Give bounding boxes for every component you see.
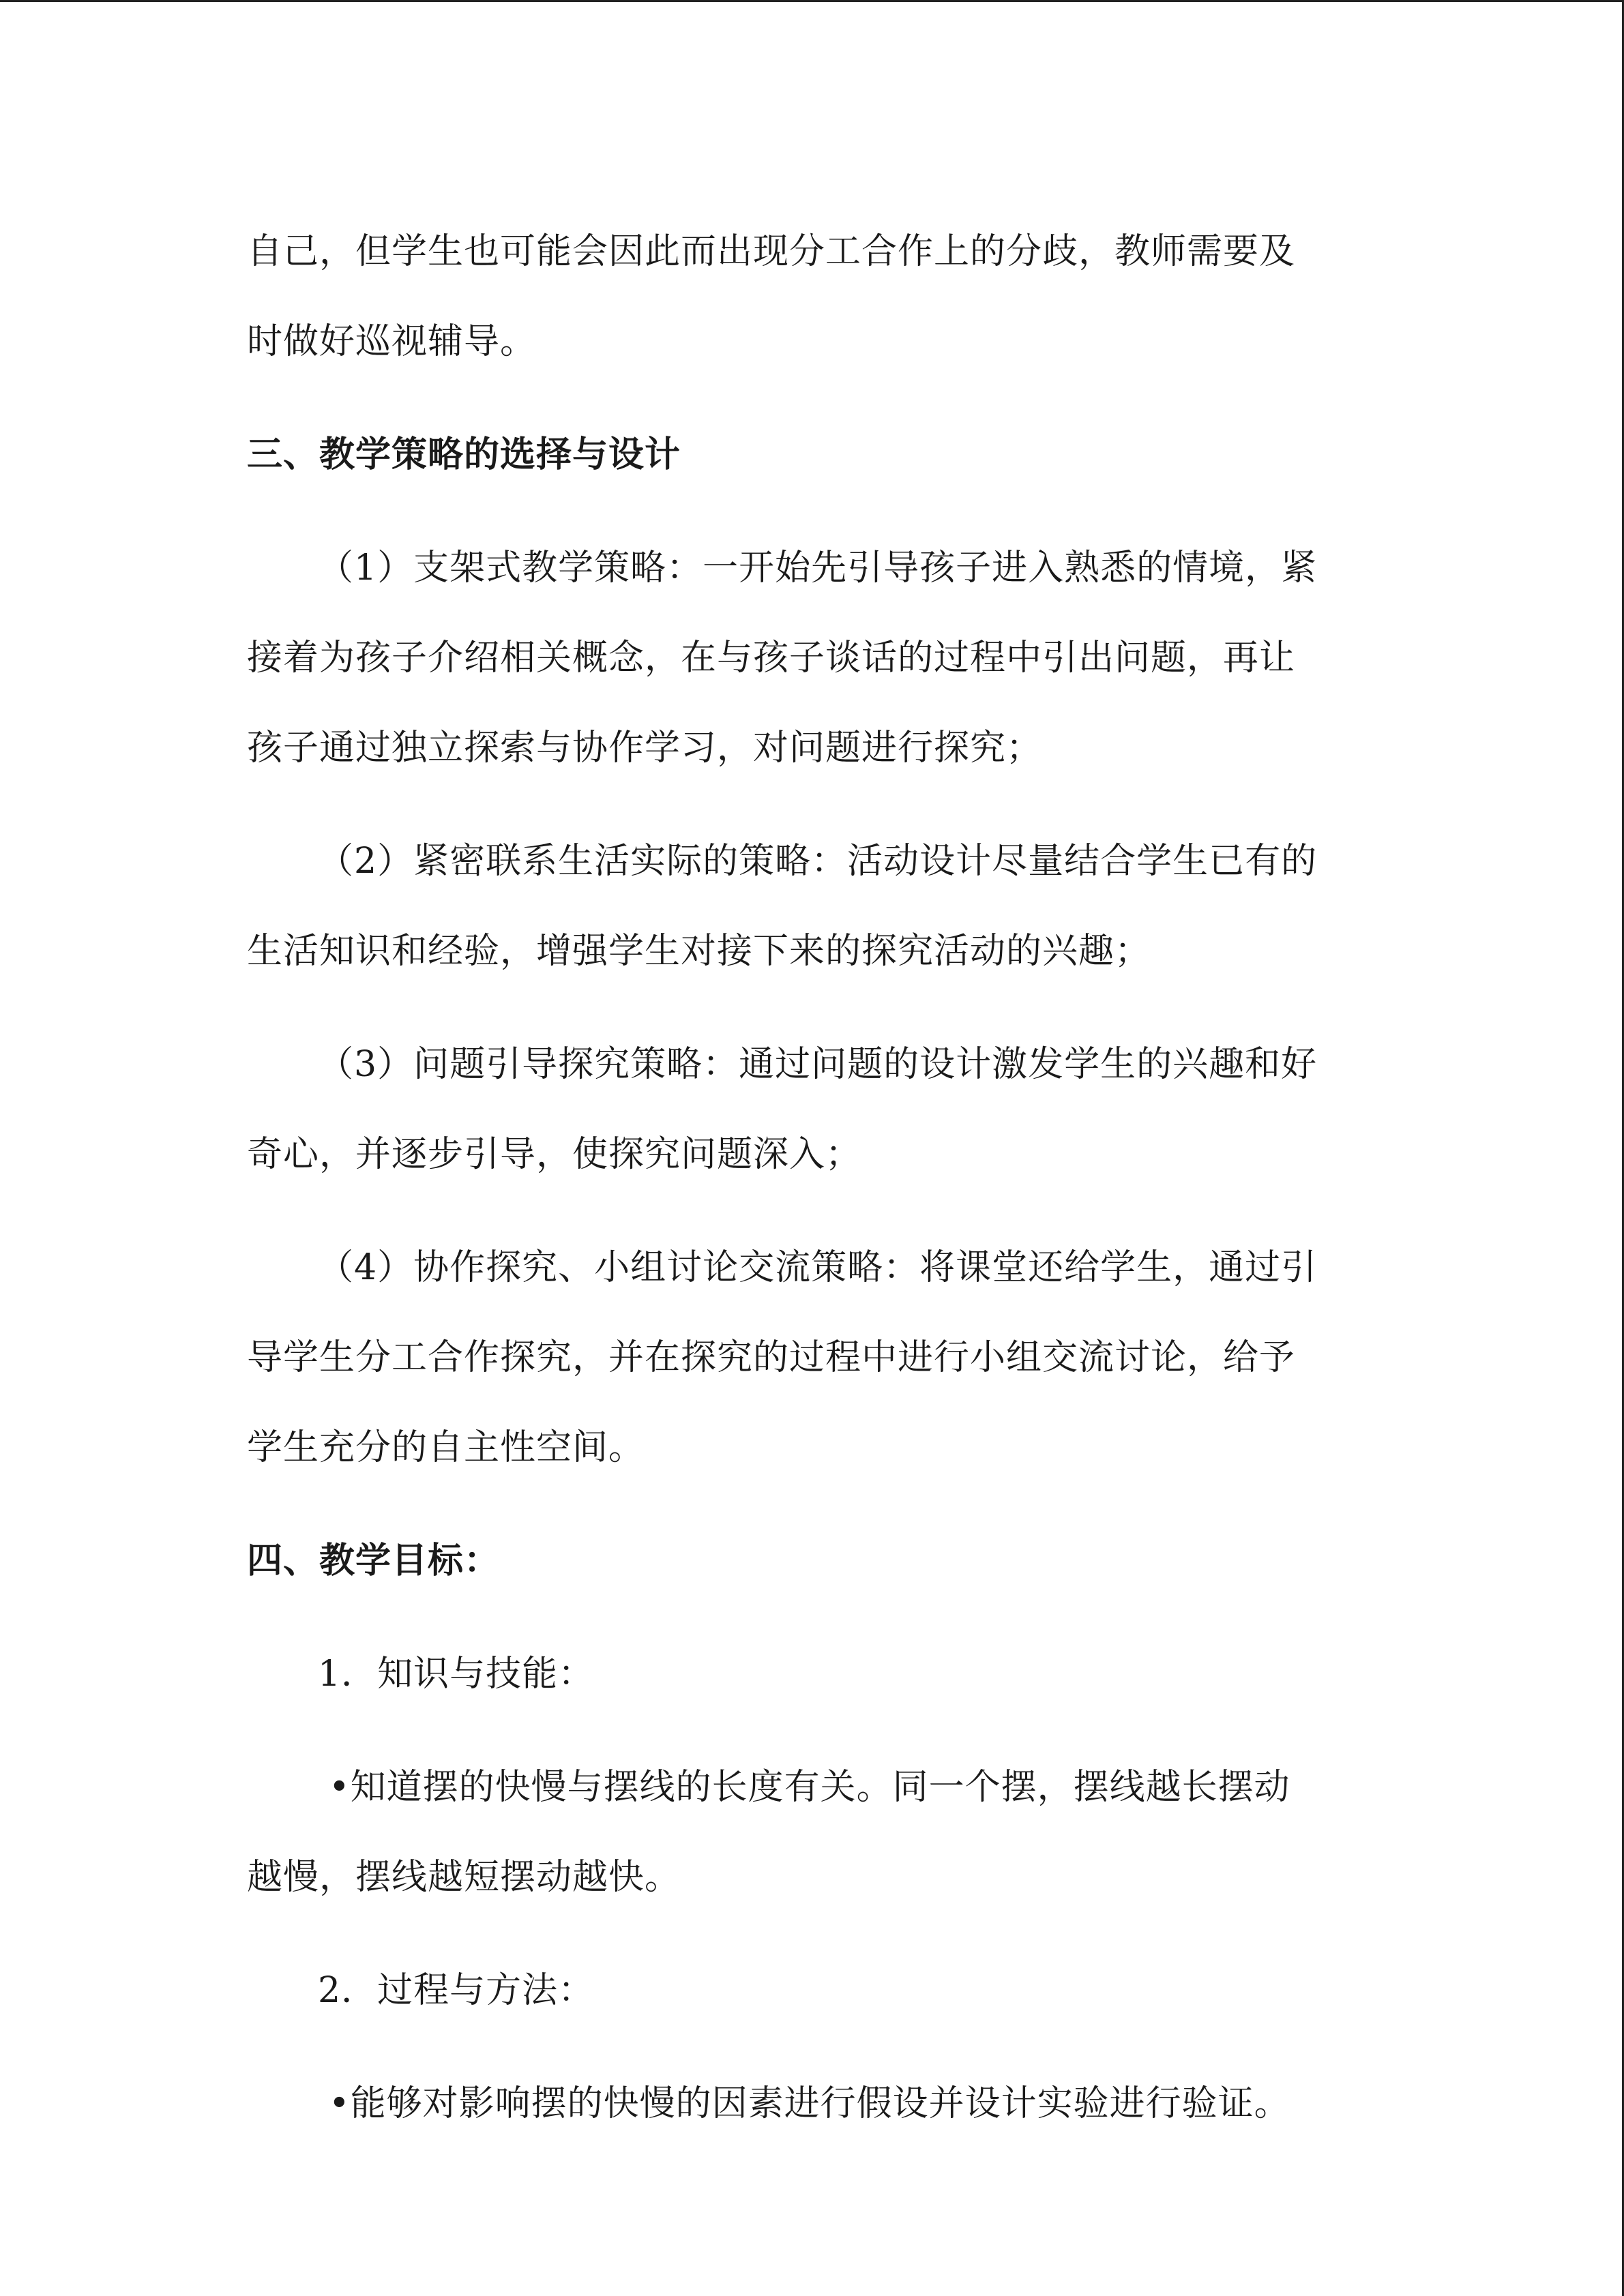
text-line: 奇心，并逐步引导，使探究问题深入；: [247, 1134, 862, 1175]
section-heading-3: [247, 410, 1353, 500]
goal-1-bullet: [247, 1742, 1353, 1922]
text-line: （3）问题引导探究策略：通过问题的设计激发学生的兴趣和好: [318, 1044, 1318, 1085]
text-line: 越慢，摆线越短摆动越快。: [247, 1857, 681, 1898]
text-line: 接着为孩子介绍相关概念，在与孩子谈话的过程中引出问题，再让: [247, 638, 1296, 679]
subheading-text: 1．知识与技能：: [318, 1654, 595, 1695]
text-line: （4）协作探究、小组讨论交流策略：将课堂还给学生，通过引: [318, 1247, 1318, 1288]
heading-text: 三、教学策略的选择与设计: [247, 434, 681, 475]
text-line: 时做好巡视辅导。: [247, 321, 537, 362]
bullet-line: •知道摆的快慢与摆线的长度有关。同一个摆，摆线越长摆动: [329, 1767, 1290, 1808]
strategy-3: [247, 1019, 1353, 1199]
text-line: （2）紧密联系生活实际的策略：活动设计尽量结合学生已有的: [318, 841, 1318, 882]
text-line: 生活知识和经验，增强学生对接下来的探究活动的兴趣；: [247, 931, 1151, 972]
text-line: 自己，但学生也可能会因此而出现分工合作上的分歧，教师需要及: [247, 231, 1296, 272]
document-body: [247, 207, 1353, 2149]
paragraph-continuation: [247, 207, 1353, 387]
strategy-4: [247, 1223, 1353, 1493]
goal-1-heading: [247, 1629, 1353, 1719]
goal-2-bullet: [247, 2059, 1353, 2149]
goal-2-heading: [247, 1945, 1353, 2036]
text-line: 导学生分工合作探究，并在探究的过程中进行小组交流讨论，给予: [247, 1337, 1296, 1378]
section-heading-4: [247, 1516, 1353, 1606]
text-line: 学生充分的自主性空间。: [247, 1427, 645, 1468]
text-line: 孩子通过独立探索与协作学习，对问题进行探究；: [247, 728, 1043, 769]
subheading-text: 2．过程与方法：: [318, 1970, 595, 2011]
strategy-1: [247, 523, 1353, 793]
strategy-2: [247, 816, 1353, 996]
heading-text: 四、教学目标：: [247, 1540, 501, 1581]
text-line: （1）支架式教学策略：一开始先引导孩子进入熟悉的情境，紧: [318, 548, 1318, 588]
bullet-line: •能够对影响摆的快慢的因素进行假设并设计实验进行验证。: [329, 2083, 1290, 2124]
